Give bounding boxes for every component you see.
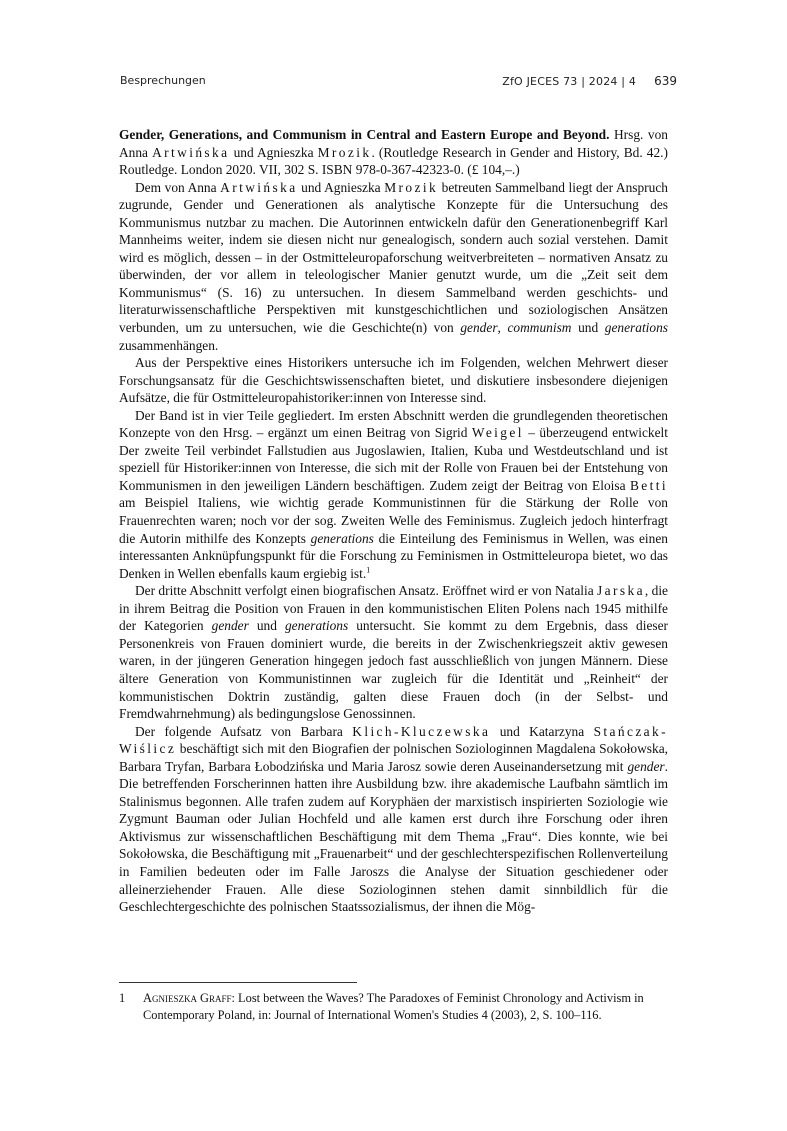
citation-text: und Agnieszka	[229, 144, 318, 160]
paragraph: Der Band ist in vier Teile gegliedert. Im ersten Abschnitt werden die grundlegenden theoretischen Konzepte von den Hrsg. – ergänzt um einen Beitrag von Sigrid Weigel – überzeugend entwickelt Der zweite Teil verbindet Fallstudien aus Jugoslawien, Italien, Kuba und Westdeutschland und ist speziell für Historiker:innen von Interesse, die sich mit der Rolle von Frauen bei der Entstehung von Kommunismen in den jeweiligen Ländern beschäftigen. Zudem zeigt der Beitrag von Eloisa Betti am Beispiel Italiens, wie wichtig gerade Kommunistinnen für die Stärkung der Rolle von Frauenrechten waren; noch vor der sog. Zweiten Welle des Feminismus. Zugleich jedoch hinterfragt die Autorin mithilfe des Konzepts generations die Einteilung des Feminismus in Wellen, was einen interessanten Anknüpfungspunkt für die Forschung zu Feminismen in Ostmitteleuropa bietet, wo das Denken in Wellen ebenfalls kaum ergiebig ist.$^1$	[119, 407, 668, 581]
footnote-number: 1	[119, 991, 126, 1005]
citation-text: . (Routledge Research in Gender and History, Bd. 42.) Routledge. London 2020. VII, 302 S. ISBN 978-0-367-42323-0. (£ 104,–.)	[119, 144, 668, 178]
running-header-section: Besprechungen	[120, 74, 206, 87]
paragraph: Der dritte Abschnitt verfolgt einen biografischen Ansatz. Eröffnet wird er von Natalia Jarska, die in ihrem Beitrag die Position von Frauen in den kommunistischen Eliten Polens nach 1945 mithilfe der Kategorien gender und generations untersucht. Sie kommt zu dem Ergebnis, dass dieser Personenkreis von Frauen dominiert wurde, die bereits in der Zwischenkriegszeit aktiv gewesen waren, in der jüngeren Generation hingegen jedoch fast ausschließlich von jungen Männern. Diese ältere Generation von Kommunistinnen war zugleich für die Identität und „Reinheit“ der kommunistischen Doktrin zuständig, galten diese Frauen doch (in der Selbst- und Fremdwahrnehmung) als bedingungslose Genossinnen.	[119, 583, 669, 722]
paragraph: Dem von Anna Artwińska und Agnieszka Mrozik betreuten Sammelband liegt der Anspruch zugrunde, Gender und Generationen als analytische Konzepte für die Untersuchung des Kommunismus nutzbar zu machen. Die Autorinnen entwickeln dafür den Generationenbegriff Karl Mannheims weiter, indem sie diesen nicht nur genealogisch, sondern auch sozial verstehen. Damit wird es möglich, dessen – in der Ostmitteleuropaforschung weitverbreiteten – normativen Ansatz zu überwinden, der vor allem in teleologischer Manier genutzt wurde, um die „Zeit seit dem Kommunismus“ (S. 16) zu untersuchen. In diesem Sammelband werden geschichts- und literaturwissenschaftliche Perspektiven mit kunstgeschichtlichen und soziologischen Ansätzen verbunden, um zu untersuchen, wie die Geschichte(n) von gender, communism und generations zusammenhängen.	[119, 179, 668, 353]
footnote	[119, 990, 668, 1024]
paragraph: Der folgende Aufsatz von Barbara Klich-Kluczewska und Katarzyna Stańczak-Wiślicz beschäftigt sich mit den Biografien der polnischen Soziologinnen Magdalena Sokołowska, Barbara Tryfan, Barbara Łobodzińska und Maria Jarosz sowie deren Auseinandersetzung mit gender. Die betreffenden Forscherinnen hatten ihre Ausbildung bzw. ihre akademische Laufbahn sämtlich im Stalinismus begonnen. Alle trafen zudem auf Koryphäen der marxistisch inspirierten Soziologie wie Zygmunt Bauman oder Julian Hochfeld und alle kamen erst durch ihre Forschung oder ihren Aktivismus zur wissenschaftlichen Beschäftigung mit dem Thema „Frau“. Dies konnte, wie bei Sokołowska, die Beschäftigung mit „Frauenarbeit“ und der geschlechterspezifischen Rollenverteilung in Familien bedeuten oder im Falle Jaroszs die Analyse der Situation geschiedener oder alleinerziehender Frauen. Alle diese Soziologinnen stehen damit sinnbildlich für die Geschlechtergeschichte des polnischen Staatssozialismus, der ihnen die Mög-	[119, 723, 668, 915]
editor-name: Mrozik	[317, 144, 372, 160]
review-heading	[119, 126, 668, 179]
running-header-journal	[502, 74, 677, 88]
journal-name: ZfO JECES 73 | 2024 | 4	[502, 75, 637, 88]
footnote-marker[interactable]: 1	[366, 565, 371, 575]
page-number: 639	[654, 74, 677, 88]
footnote-divider	[119, 982, 357, 983]
review-body	[119, 126, 668, 916]
footnote-author: Agnieszka Graff	[143, 991, 232, 1005]
editor-name: Artwińska	[152, 144, 230, 160]
footnote-text: Agnieszka Graff: Lost between the Waves? The Paradoxes of Feminist Chronology and Activism in Contemporary Poland, in: Journal of International Women's Studies 4 (2003), 2, S. 100–116.	[143, 991, 644, 1022]
citation-text: Hrsg. von Anna	[119, 127, 669, 160]
review-title: Gender, Generations, and Communism in Central and Eastern Europe and Beyond.	[119, 127, 610, 142]
paragraph: Aus der Perspektive eines Historikers untersuche ich im Folgenden, welchen Mehrwert dieser Forschungsansatz für die Geschichtswissenschaften bietet, und diskutiere insbesondere diejenigen Aufsätze, die für Ostmitteleuropahistoriker:innen von Interesse sind.	[119, 355, 668, 406]
